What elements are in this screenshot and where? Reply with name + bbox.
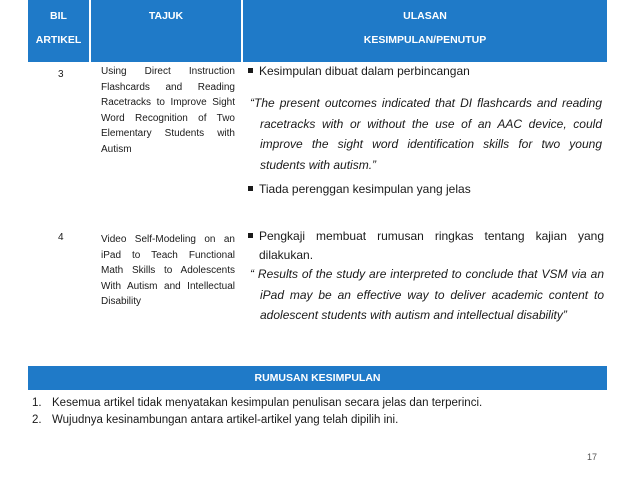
row-3-number: 3 [58, 69, 64, 80]
row-4-bullet-1-text: Pengkaji membuat rumusan ringkas tentang kajian yang dilakukan. [259, 229, 604, 262]
bullet-square-icon [248, 68, 253, 73]
summary-item-1-number: 1. [32, 397, 42, 409]
header-bil-line2: ARTIKEL [35, 34, 82, 46]
header-bil-line1: BIL [50, 10, 67, 22]
row-4-title: Video Self-Modeling on an iPad to Teach Functional Math Skills to Adolescents With Autism and Intellectual Disability [101, 234, 235, 307]
header-tajuk-label: TAJUK [148, 10, 184, 22]
bullet-square-icon [248, 186, 253, 191]
summary-item-1 [32, 397, 482, 409]
row-3-bullet-2 [248, 180, 608, 199]
row-4-quote: “ Results of the study are interpreted to conclude that VSM via an iPad may be an effective way to deliver academic content to adolescent students with autism and intellectual disability” [250, 267, 604, 322]
header-tajuk [91, 0, 241, 62]
page-number: 17 [587, 452, 598, 462]
summary-heading: RUMUSAN KESIMPULAN [28, 366, 607, 390]
row-4-number: 4 [58, 232, 64, 243]
row-3-bullet-1 [248, 62, 608, 81]
header-bil [28, 0, 89, 62]
row-4-bullet-1 [248, 227, 604, 265]
summary-item-1-text: Kesemua artikel tidak menyatakan kesimpulan penulisan secara jelas dan terperinci. [52, 397, 483, 409]
summary-item-2 [32, 414, 398, 426]
summary-item-2-text: Wujudnya kesinambungan antara artikel-artikel yang telah dipilih ini. [52, 414, 399, 426]
row-3-bullet-2-text: Tiada perenggan kesimpulan yang jelas [259, 182, 471, 196]
bullet-square-icon [248, 233, 253, 238]
row-3-bullet-1-text: Kesimpulan dibuat dalam perbincangan [259, 64, 470, 78]
row-3-quote: “The present outcomes indicated that DI flashcards and reading racetracks with or without the use of an AAC device, could improve the sight word identification skills for two young students with autism.” [250, 96, 602, 172]
header-ulasan-line2: KESIMPULAN/PENUTUP [363, 34, 487, 46]
header-ulasan-line1: ULASAN [403, 10, 447, 22]
summary-item-2-number: 2. [32, 414, 42, 426]
row-3-title: Using Direct Instruction Flashcards and Reading Racetracks to Improve Sight Word Recognition of Two Elementary Students with Autism [101, 66, 235, 155]
header-ulasan [243, 0, 607, 62]
